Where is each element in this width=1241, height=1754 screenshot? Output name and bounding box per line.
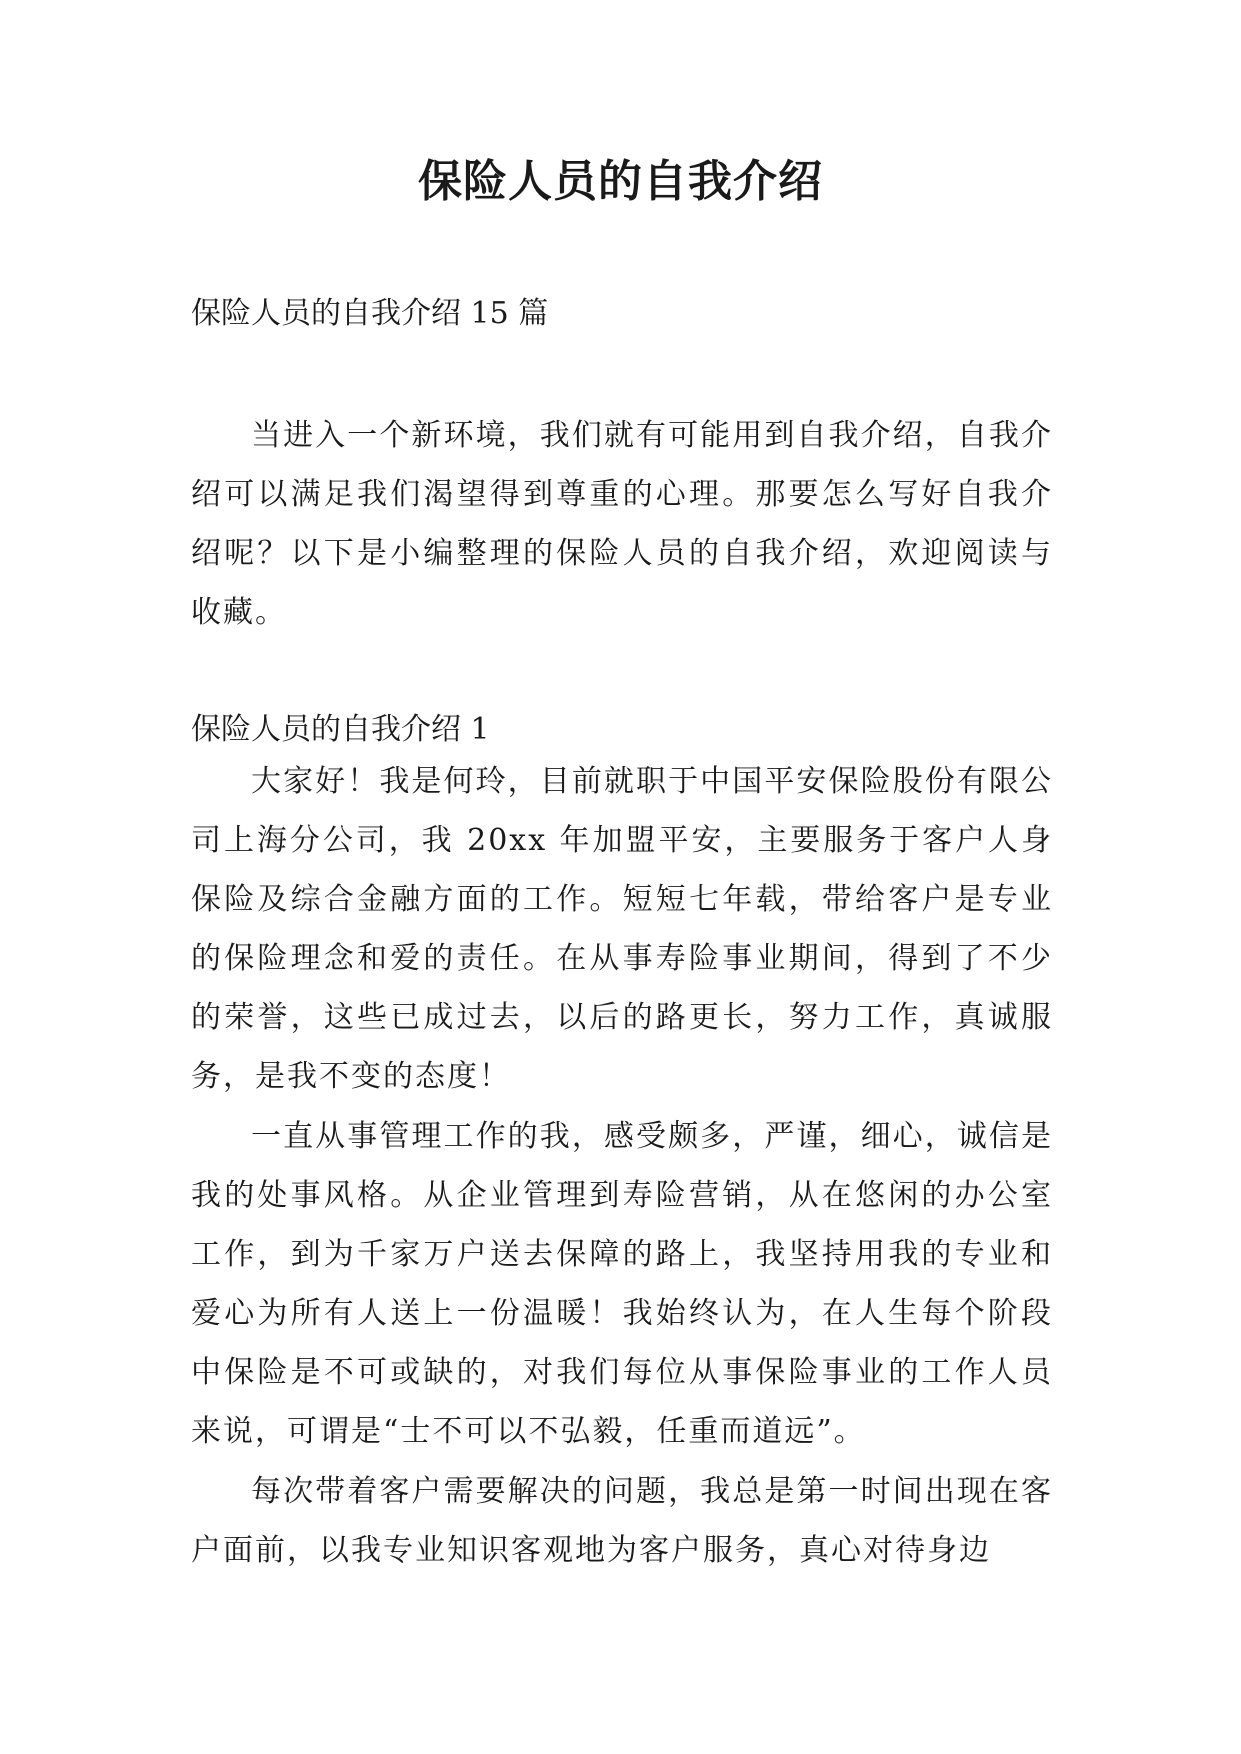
document-subtitle: 保险人员的自我介绍 15 篇	[191, 296, 549, 331]
body-paragraph: 大家好！我是何玲，目前就职于中国平安保险股份有限公司上海分公司，我 20xx 年加盟平安，主要服务于客户人身保险及综合金融方面的工作。短短七年载，带给客户是专业的保险理念和爱的责任。在从事寿险事业期间，得到了不少的荣誉，这些已成过去，以后的路更长，努力工作，真诚服务，是我不变的态度！	[191, 764, 1053, 1094]
section-heading: 保险人员的自我介绍 1	[191, 712, 490, 747]
body-paragraph: 一直从事管理工作的我，感受颇多，严谨，细心，诚信是我的处事风格。从企业管理到寿险营销，从在悠闲的办公室工作，到为千家万户送去保障的路上，我坚持用我的专业和爱心为所有人送上一份温暖！我始终认为，在人生每个阶段中保险是不可或缺的，对我们每位从事保险事业的工作人员来说，可谓是“士不可以不弘毅，任重而道远”。	[191, 1119, 1053, 1449]
document-title: 保险人员的自我介绍	[418, 156, 823, 207]
intro-paragraph: 当进入一个新环境，我们就有可能用到自我介绍，自我介绍可以满足我们渴望得到尊重的心理。那要怎么写好自我介绍呢？以下是小编整理的保险人员的自我介绍，欢迎阅读与收藏。	[191, 418, 1053, 630]
body-paragraph: 每次带着客户需要解决的问题，我总是第一时间出现在客户面前，以我专业知识客观地为客户服务，真心对待身边	[191, 1474, 1053, 1568]
